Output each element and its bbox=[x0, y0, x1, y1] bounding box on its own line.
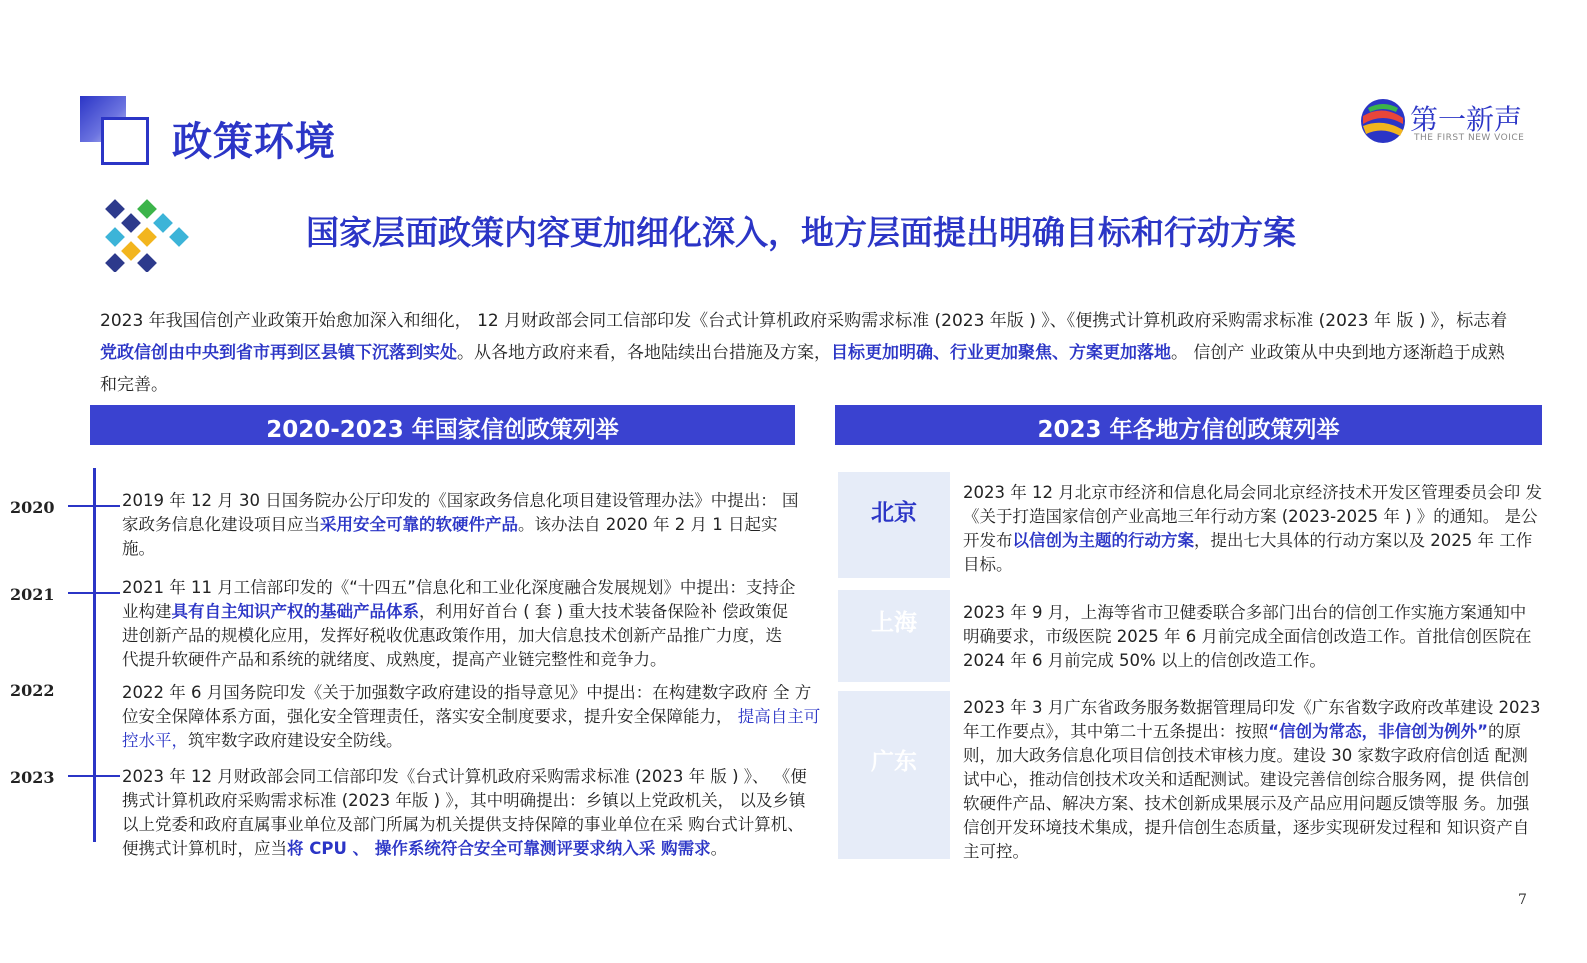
entry-highlight: 将 CPU 、 操作系统符合安全可靠测评要求纳入采 购需求 bbox=[287, 839, 711, 858]
region-card-beijing bbox=[838, 472, 950, 578]
local-policy-header: 2023 年各地方信创政策列举 bbox=[835, 405, 1542, 445]
region-highlight: “信创为常态，非信创为例外” bbox=[1268, 722, 1488, 741]
entry-text: 筑牢数字政府建设安全防线。 bbox=[188, 731, 403, 750]
entry-text: 2023 年 12 月财政部会同工信部印发《台式计算机政府采购需求标准 (2023 年 版 ) 》、 《便携式计算机政府采购需求标准 (2023 年版 ) 》，其中明确提出：乡镇以上党政机关， 以及乡镇以上党委和政府直属事业单位及部门所属为机关提供支持保障的事业单位在采 购台式计算机、便携式计算机时，应当 bbox=[122, 767, 807, 858]
title-deco-frame bbox=[101, 117, 149, 165]
brand-name: 第一新声 bbox=[1410, 103, 1523, 136]
entry-text: ，利用好首台 ( 套 ) 重大技术装备保险补 偿政策促进创新产品的规模化应用，发挥好税收优惠政策作用，加大信息技术创新产品推广力度，迭代提升软硬件产品和系统的就绪度、成熟度，提高产业链完整性和竞争力。 bbox=[122, 602, 789, 669]
region-text-body: 2023 年 3 月广东省政务服务数据管理局印发《广东省数字政府改革建设 2023 年工作要点》，其中第二十五条提出：按照 bbox=[963, 698, 1541, 741]
timeline-axis bbox=[93, 468, 96, 842]
entry-highlight: 具有自主知识产权的基础产品体系 bbox=[171, 602, 419, 621]
entry-highlight: 提高自主可控水平， bbox=[122, 707, 821, 750]
entry-text: 2019 年 12 月 30 日国务院办公厅印发的《国家政务信息化项目建设管理办法》中提出： 国 家政务信息化建设项目应当 bbox=[122, 491, 799, 534]
intro-paragraph bbox=[100, 305, 1510, 401]
entry-highlight: 采用安全可靠的软硬件产品 bbox=[320, 515, 518, 534]
diamond-pattern-icon bbox=[100, 196, 190, 272]
region-name: 广东 bbox=[871, 749, 917, 775]
brand-logo bbox=[1358, 96, 1538, 148]
intro-text-3: 。 信创产 业政策从中央到地方逐渐趋于成熟和完善。 bbox=[100, 343, 1505, 395]
timeline-year: 2023 bbox=[10, 768, 55, 787]
region-text bbox=[963, 696, 1543, 864]
timeline-tick bbox=[68, 592, 120, 594]
entry-text: 。 bbox=[710, 839, 728, 858]
timeline-entry bbox=[122, 765, 812, 861]
entry-text: 2022 年 6 月国务院印发《关于加强数字政府建设的指导意见》中提出：在构建数字政府 全 方位安全保障体系方面，强化安全管理责任，落实安全制度要求，提升安全保障能力， bbox=[122, 683, 812, 726]
national-policy-header: 2020-2023 年国家信创政策列举 bbox=[90, 405, 795, 445]
timeline-year: 2022 bbox=[10, 681, 55, 700]
region-text-body: 2023 年 12 月北京市经济和信息化局会同北京经济技术开发区管理委员会印 发《关于打造国家信创产业高地三年行动方案 (2023-2025 年 ) 》的通知。 是公开发布 bbox=[963, 483, 1542, 550]
page-number: 7 bbox=[1518, 892, 1527, 908]
region-name: 北京 bbox=[871, 500, 917, 526]
region-text-body: 2023 年 9 月，上海等省市卫健委联合多部门出台的信创工作实施方案通知中 明确要求，市级医院 2025 年 6 月前完成全面信创改造工作。首批信创医院在 2024 年 6 月前完成 50% 以上的信创改造工作。 bbox=[963, 603, 1532, 670]
region-card-shanghai bbox=[838, 590, 950, 682]
intro-text-1: 2023 年我国信创产业政策开始愈加深入和细化， 12 月财政部会同工信部印发《台式计算机政府采购需求标准 (2023 年版 ) 》、《便携式计算机政府采购需求标准 (2023 年 版 ) 》，标志着 bbox=[100, 311, 1508, 331]
intro-highlight-1: 党政信创由中央到省市再到区县镇下沉落到实处 bbox=[100, 343, 457, 363]
region-text-body: 的原则，加大政务信息化项目信创技术审核力度。建设 30 家数字政府信创适 配测试中心，推动信创技术攻关和适配测试。建设完善信创综合服务网，提 供信创软硬件产品、解决方案、技术创新成果展示及产品应用问题反馈等服 务。加强信创开发环境技术集成，提升信创生态质量，逐步实现研发过程和 知识资产自主可控。 bbox=[963, 722, 1530, 861]
timeline-tick bbox=[68, 775, 120, 777]
brand-subtitle: THE FIRST NEW VOICE bbox=[1414, 133, 1525, 143]
entry-text: 2021 年 11 月工信部印发的《“十四五”信息化和工业化深度融合发展规划》中提出：支持企业构建 bbox=[122, 578, 796, 621]
intro-highlight-2: 目标更加明确、行业更加聚焦、方案更加落地 bbox=[831, 343, 1171, 363]
region-text bbox=[963, 481, 1543, 577]
timeline-entry bbox=[122, 576, 798, 672]
region-card-guangdong bbox=[838, 691, 950, 859]
headline: 国家层面政策内容更加细化深入，地方层面提出明确目标和行动方案 bbox=[306, 213, 1296, 252]
region-highlight: 以信创为主题的行动方案 bbox=[1012, 531, 1194, 550]
brand-globe-icon bbox=[1358, 96, 1408, 146]
page-title: 政策环境 bbox=[172, 119, 336, 165]
timeline-year: 2020 bbox=[10, 498, 55, 517]
region-text bbox=[963, 601, 1543, 673]
timeline-entry bbox=[122, 681, 822, 753]
region-text-body: ，提出七大具体的行动方案以及 2025 年 工作目标。 bbox=[963, 531, 1533, 574]
timeline-entry bbox=[122, 489, 810, 561]
entry-text: 。该办法自 2020 年 2 月 1 日起实施。 bbox=[122, 515, 778, 558]
timeline-tick bbox=[68, 505, 120, 507]
timeline-year: 2021 bbox=[10, 585, 55, 604]
region-name: 上海 bbox=[871, 610, 917, 636]
intro-text-2: 。从各地方政府来看，各地陆续出台措施及方案， bbox=[457, 343, 831, 363]
